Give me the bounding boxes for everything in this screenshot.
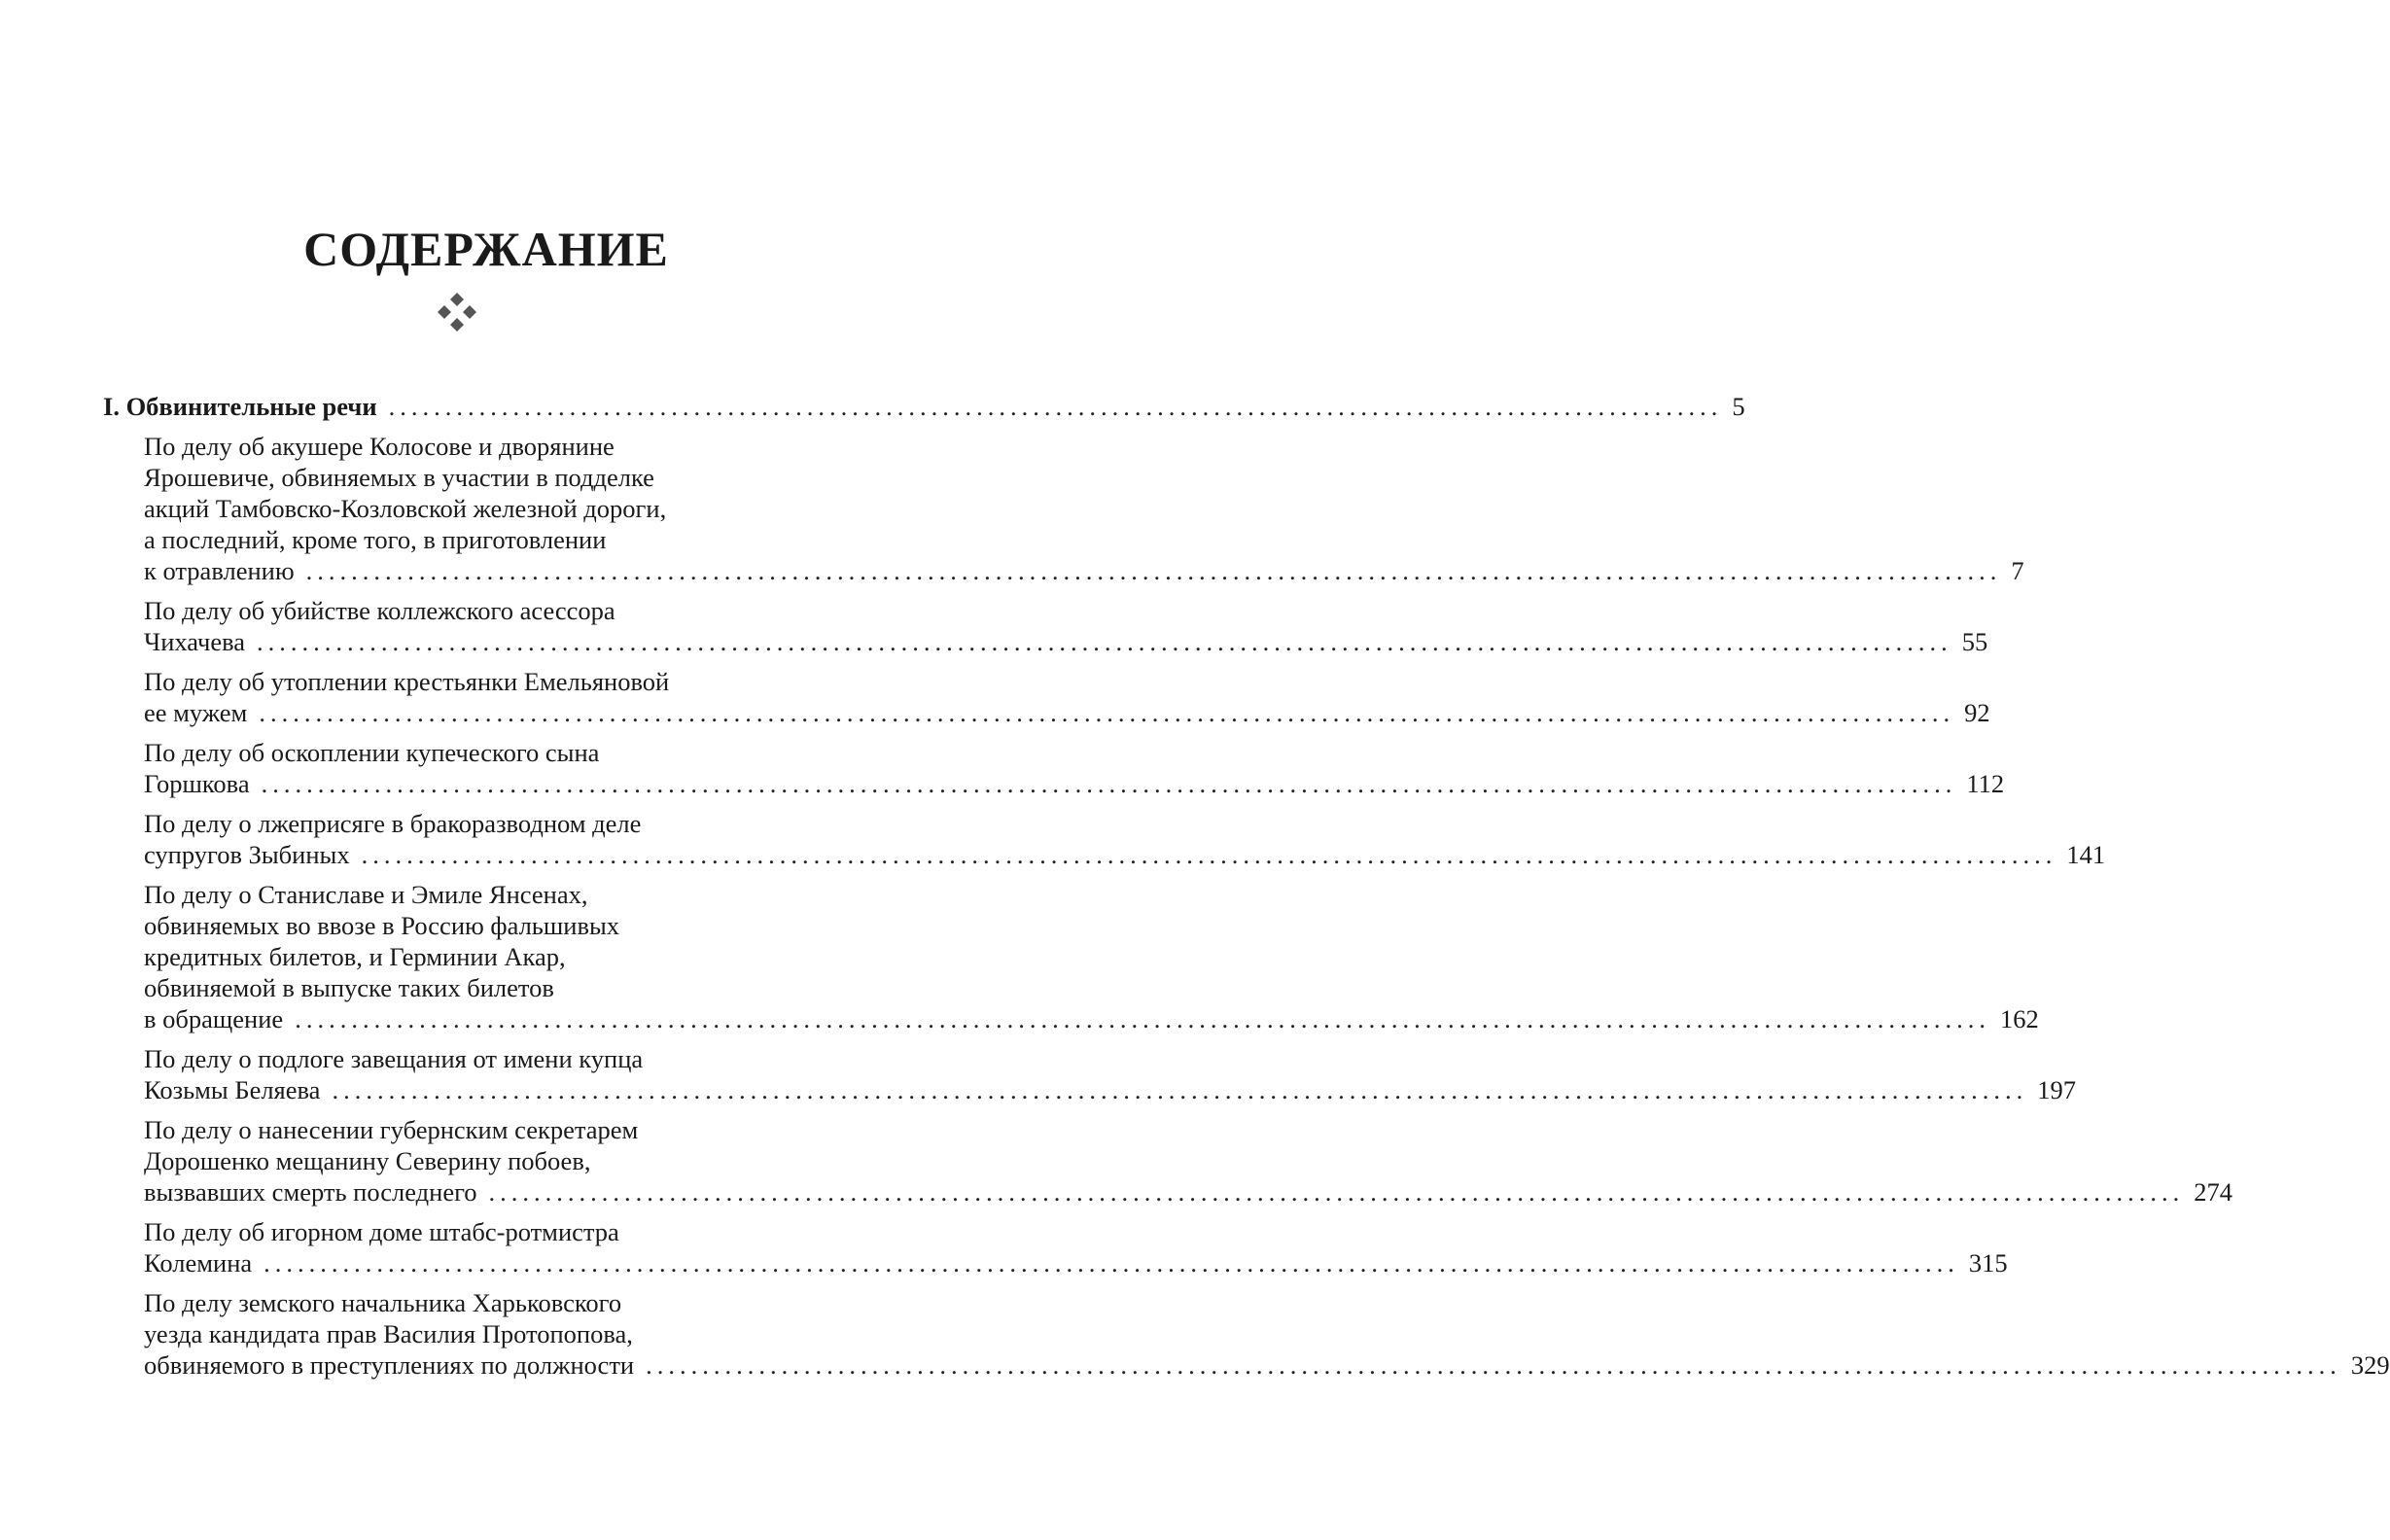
toc-entry-list [103, 431, 2390, 1381]
toc-entry-last-line [144, 697, 1990, 728]
toc-entry-line: Горшкова [144, 769, 250, 798]
four-diamond-ornament-icon [437, 292, 477, 332]
dot-leader: ...................................................................................................................................................... [332, 1075, 2028, 1104]
toc-entry-page-number: 141 [2066, 840, 2106, 869]
toc-entry-last-line [144, 555, 2024, 586]
toc-entry-page-number: 7 [2011, 556, 2024, 585]
toc-entry-line: Колемина [144, 1248, 253, 1278]
toc-entry[interactable] [144, 1216, 2008, 1278]
dot-leader: ...................................................................................................................................................... [257, 627, 1952, 656]
toc-entry-line: обвиняемой в выпуске таких билетов [144, 973, 554, 1002]
toc-entry-line: По делу об утоплении крестьянки Емельяновой [144, 667, 670, 696]
toc-entry-line: По делу о лжеприсяге в бракоразводном деле [144, 809, 642, 838]
toc-entry-line: уезда кандидата прав Василия Протопопова, [144, 1319, 633, 1348]
toc-entry-line: По делу об оскоплении купеческого сына [144, 738, 600, 767]
dot-leader: ...................................................................................................................................................... [261, 769, 1957, 798]
toc-entry-line: в обращение [144, 1004, 284, 1033]
dot-leader: ...................................................................................................................................................... [361, 840, 2057, 869]
dot-leader: ...................................................................................................................................................... [488, 1177, 2185, 1207]
toc-entry[interactable] [144, 808, 2106, 870]
toc-entry-line: Чихачева [144, 627, 246, 656]
section-page-number: 5 [1732, 392, 1745, 421]
toc-entry-line: По делу о нанесении губернским секретарем [144, 1115, 639, 1144]
toc-entry[interactable] [144, 431, 2024, 586]
section-label: I. Обвинительные речи [103, 392, 377, 421]
toc-entry-line: По делу об убийстве коллежского асессора [144, 596, 615, 625]
dot-leader: ...................................................................................................................................................... [264, 1248, 1959, 1278]
toc-entry-line: акций Тамбовско-Козловской железной дороги, [144, 494, 667, 523]
toc-entry-line: к отравлению [144, 556, 295, 585]
toc-entry[interactable] [144, 1287, 2390, 1381]
toc-entry-line: Дорошенко мещанину Северину побоев, [144, 1146, 591, 1175]
toc-entry-page-number: 315 [1968, 1248, 2008, 1278]
toc-entry-last-line [144, 839, 2106, 870]
toc-entry-last-line [144, 1247, 2008, 1278]
dot-leader: ...................................................................................................................................................... [295, 1004, 1990, 1033]
toc-entry-page-number: 197 [2037, 1075, 2076, 1104]
toc-entry-line: По делу о подлоге завещания от имени купца [144, 1044, 644, 1073]
toc-entry-line: По делу об акушере Колосове и дворянине [144, 432, 615, 461]
toc-entry-line: обвиняемого в преступлениях по должности [144, 1350, 635, 1380]
toc-entry-line: вызвавших смерть последнего [144, 1177, 477, 1207]
toc-entry-line: По делу о Станиславе и Эмиле Янсенах, [144, 880, 588, 909]
toc-entry-page-number: 55 [1961, 627, 1988, 656]
toc-entry[interactable] [144, 737, 2005, 799]
toc-entry-page-number: 112 [1966, 769, 2005, 798]
page-title: СОДЕРЖАНИЕ [303, 221, 669, 276]
toc-entry-line: По делу земского начальника Харьковского [144, 1288, 622, 1317]
toc-entry[interactable] [144, 595, 1988, 657]
toc-entry-page-number: 329 [2350, 1350, 2390, 1380]
toc-entry-last-line [144, 1176, 2233, 1208]
dot-leader: ...................................................................................................................................................... [259, 698, 1955, 727]
toc-entry-line: обвиняемых во ввозе в Россию фальшивых [144, 911, 620, 940]
toc-entry-page-number: 274 [2194, 1177, 2233, 1207]
toc-entry-last-line [144, 1349, 2390, 1381]
toc-entry[interactable] [144, 879, 2039, 1034]
toc-entry[interactable] [144, 666, 1990, 728]
toc-entry-page-number: 92 [1964, 698, 1990, 727]
toc-entry[interactable] [144, 1114, 2233, 1208]
toc-entry-last-line [144, 768, 2005, 799]
toc-section-heading[interactable] [103, 391, 1745, 422]
toc-entry-last-line [144, 1074, 2076, 1105]
toc-entry-line: Козьмы Беляева [144, 1075, 321, 1104]
dot-leader: ...................................................................................................................................................... [305, 556, 2002, 585]
toc-entry[interactable] [144, 1043, 2076, 1105]
toc-entry-line: кредитных билетов, и Герминии Акар, [144, 942, 566, 971]
toc-entry-page-number: 162 [1999, 1004, 2039, 1033]
dot-leader: ...................................................................................................................... [388, 392, 1723, 421]
toc-entry-line: супругов Зыбиных [144, 840, 350, 869]
toc-entry-line: Ярошевиче, обвиняемых в участии в подделке [144, 463, 654, 492]
toc-entry-last-line [144, 1003, 2039, 1034]
toc-entry-line: ее мужем [144, 698, 248, 727]
toc-entry-line: По делу об игорном доме штабс-ротмистра [144, 1217, 619, 1246]
table-of-contents [103, 391, 2390, 1381]
dot-leader: ...................................................................................................................................................... [646, 1350, 2341, 1380]
toc-entry-last-line [144, 626, 1988, 657]
toc-entry-line: а последний, кроме того, в приготовлении [144, 525, 607, 554]
